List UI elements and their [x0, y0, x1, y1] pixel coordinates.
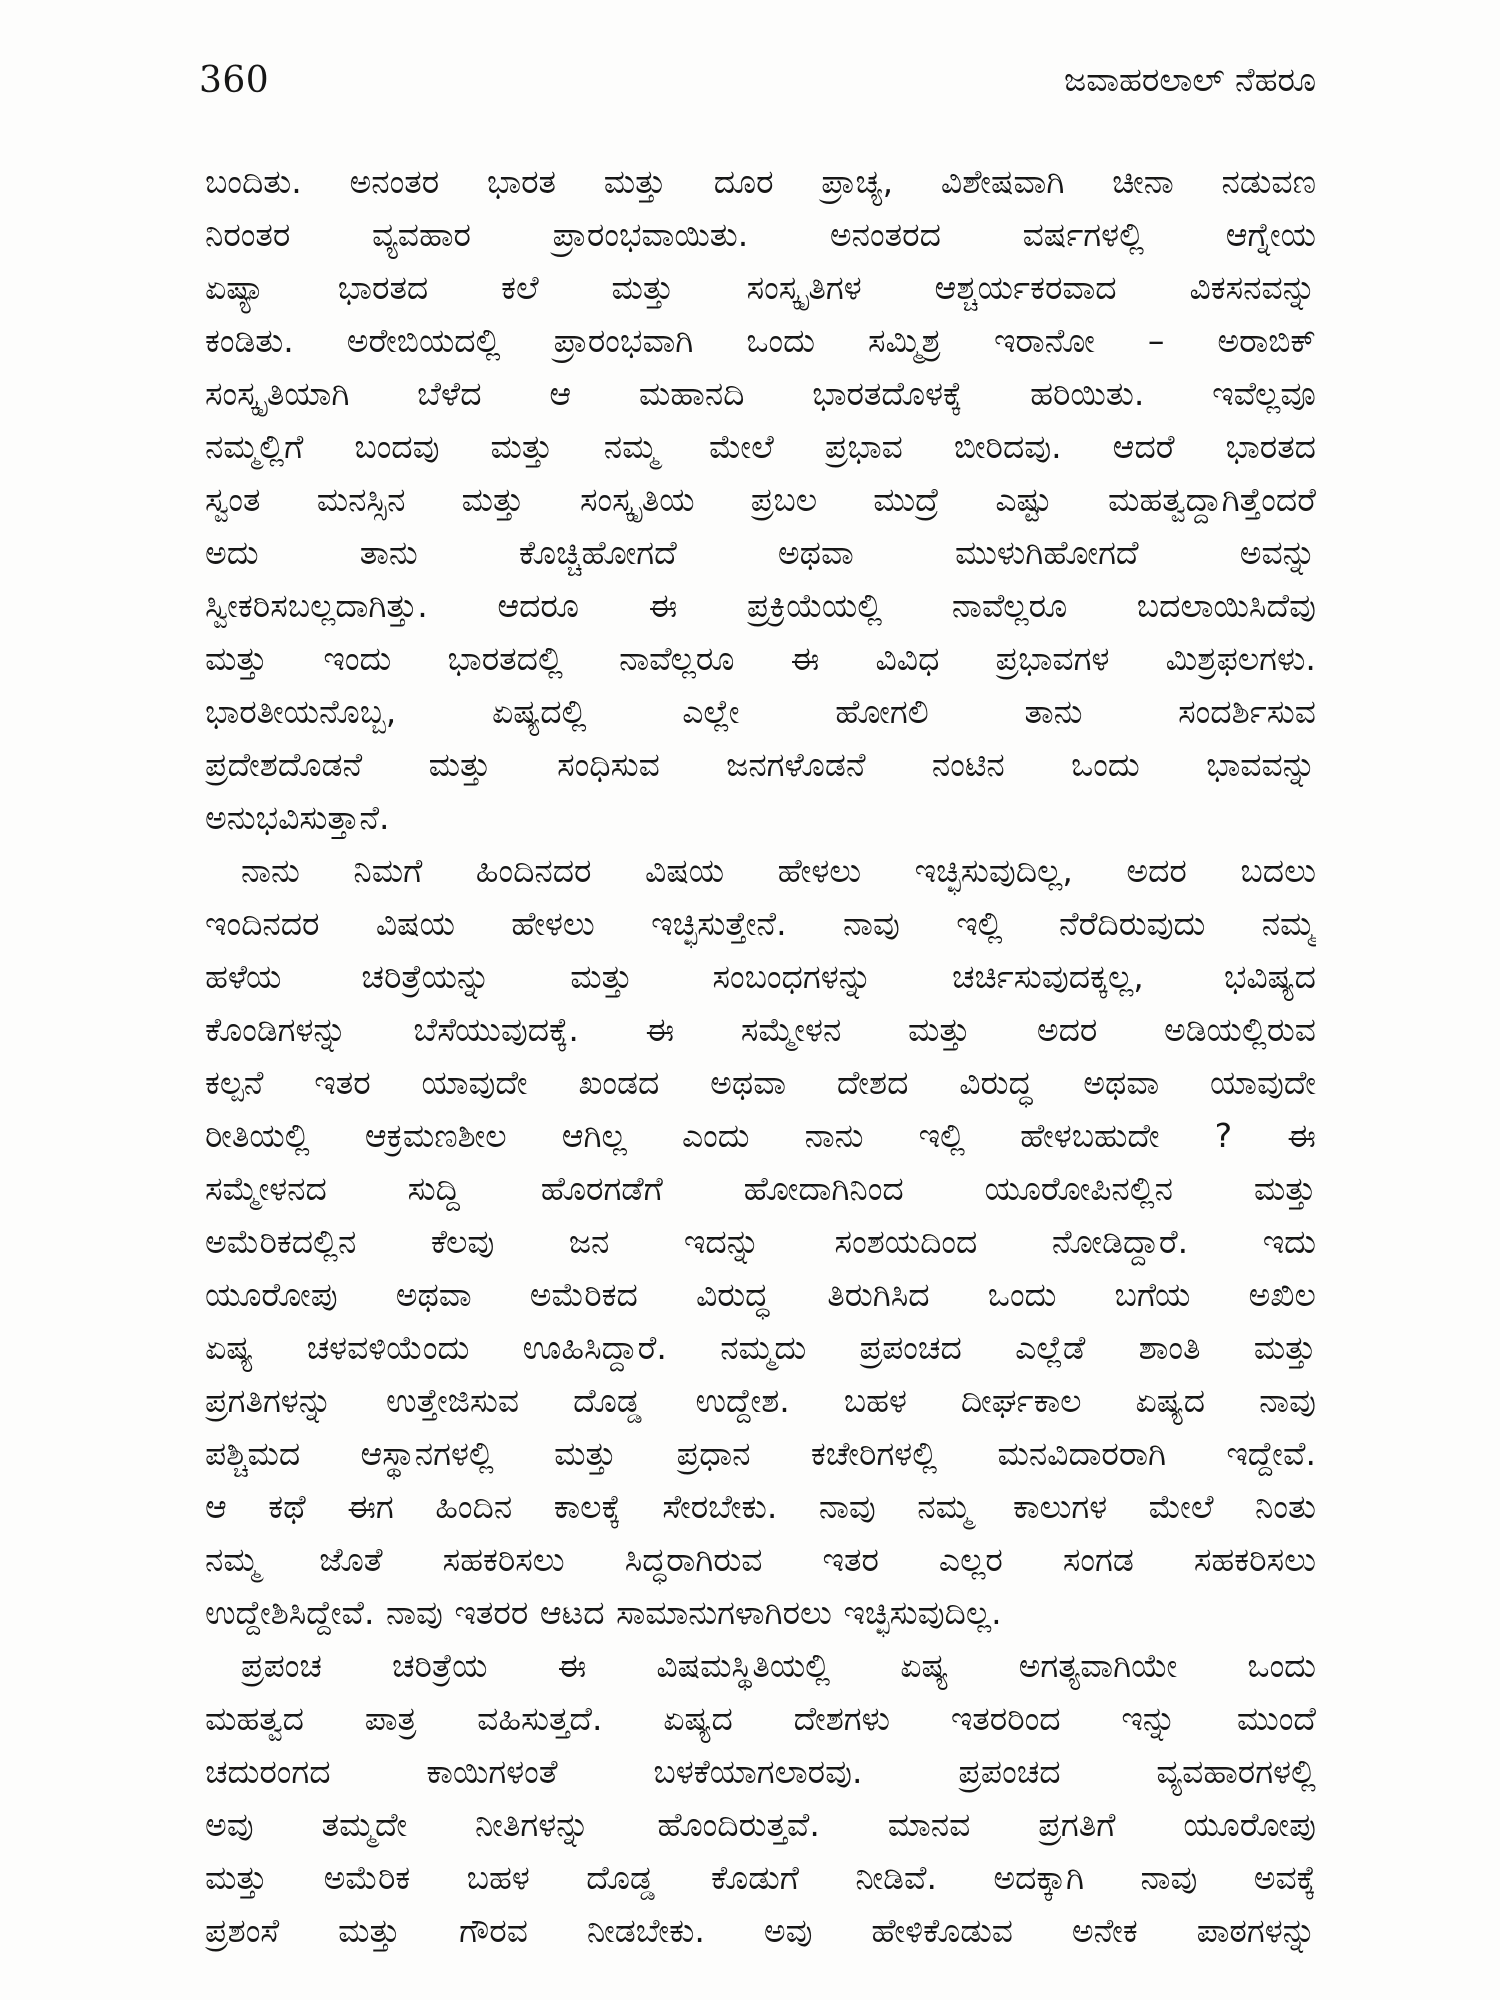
word: ಪಾಠಗಳನ್ನು	[1196, 1911, 1316, 1950]
text-line	[205, 579, 1316, 632]
word: ನಾವು	[1259, 1381, 1316, 1420]
word: ಏಷ್ಯ	[205, 1328, 254, 1367]
word: ನೆರೆದಿರುವುದು	[1058, 904, 1206, 943]
text-line	[205, 1268, 1316, 1321]
text-line	[205, 844, 1316, 897]
word: ಬಂದವು	[354, 427, 440, 466]
text-line	[205, 1639, 1316, 1692]
word: ಒಂದು	[987, 1275, 1057, 1314]
word: ಚದುರಂಗದ	[205, 1752, 331, 1791]
word: ತಿರುಗಿಸಿದ	[827, 1275, 930, 1314]
word: ಕೆಲವು	[430, 1222, 495, 1261]
word: ಜೊತೆ	[319, 1540, 383, 1579]
word: ಭಾರತ	[486, 162, 557, 201]
word: ನಮ್ಮಲ್ಲಿಗೆ	[205, 427, 304, 466]
text-line	[205, 261, 1316, 314]
word: ತಾನು	[1024, 692, 1083, 731]
word: ಮತ್ತು	[570, 957, 633, 996]
word: ಆಕ್ರಮಣಶೀಲ	[364, 1116, 507, 1155]
page-number: 360	[199, 59, 270, 101]
page-header	[199, 52, 1316, 108]
word: ಮಹತ್ವದ	[205, 1699, 304, 1738]
word: ಹಿಂದಿನದರ	[475, 851, 592, 890]
word: ನಾವು	[818, 1487, 876, 1526]
word: ಮತ್ತು	[461, 480, 524, 519]
word: ಅದರ	[1126, 851, 1187, 890]
word: ಕಾಲಕ್ಕೆ	[553, 1487, 621, 1526]
text-line	[205, 897, 1316, 950]
word: ಅವಕ್ಕೆ	[1253, 1858, 1316, 1897]
word: ವಿಷಯ	[645, 851, 725, 890]
word: ಸ್ವಂತ	[205, 480, 261, 519]
word: ದೂರ	[713, 162, 774, 201]
text-line	[205, 1109, 1316, 1162]
word: ಮತ್ತು	[907, 1010, 971, 1049]
word: ಸುದ್ದಿ	[407, 1169, 460, 1208]
word: ಪ್ರಾರಂಭವಾಗಿ	[553, 321, 694, 360]
word: ಇನ್ನು	[1121, 1699, 1177, 1738]
word: ಒಂದು	[1071, 745, 1140, 784]
text-line	[205, 950, 1316, 1003]
word: ಕಲ್ಪನೆ	[205, 1063, 264, 1102]
word: ಶಾಂತಿ	[1138, 1328, 1201, 1367]
word: ಮೇಲೆ	[1148, 1487, 1214, 1526]
word: ಮುಂದೆ	[1236, 1699, 1316, 1738]
word: ವಿಶೇಷವಾಗಿ	[940, 162, 1065, 201]
word: ಸಂಸ್ಕೃತಿಗಳ	[746, 268, 862, 307]
word: ಇತರ	[314, 1063, 371, 1102]
word: ಕಾಲುಗಳ	[1012, 1487, 1108, 1526]
word: ಯೂರೋಪು	[1183, 1805, 1316, 1844]
word: ಎಷ್ಟು	[995, 480, 1052, 519]
word: ನಂಟಿನ	[931, 745, 1005, 784]
word: ಈ	[1287, 1116, 1316, 1155]
word: ಪ್ರಗತಿಗಳನ್ನು	[205, 1381, 333, 1420]
word: ಕೊಚ್ಚಿಹೋಗದೆ	[518, 533, 677, 572]
text-line	[205, 1003, 1316, 1056]
word: ಮತ್ತು	[554, 1434, 617, 1473]
word: ಯೂರೋಪು	[205, 1275, 338, 1314]
text-line	[205, 1427, 1316, 1480]
word: ಪ್ರಾಚ್ಯ,	[821, 162, 894, 201]
word: ?	[1214, 1116, 1233, 1155]
word: ಸಹಕರಿಸಲು	[442, 1540, 565, 1579]
word: ಅವು	[205, 1805, 254, 1844]
word: ಚರಿತ್ರೆಯನ್ನು	[361, 957, 491, 996]
word: ಚರ್ಚಿಸುವುದಕ್ಕಲ್ಲ,	[951, 957, 1144, 996]
word: ನಡುವಣ	[1221, 162, 1316, 201]
text-line	[205, 367, 1316, 420]
word: ಪ್ರಬಲ	[750, 480, 818, 519]
word: ನಮ್ಮ	[603, 427, 658, 466]
word: ಆಟದ	[539, 1593, 605, 1632]
word: ನಮ್ಮ	[205, 1540, 260, 1579]
word: ಯಾವುದೇ	[1209, 1063, 1316, 1102]
word: ನಮ್ಮ	[917, 1487, 972, 1526]
word: ಕಚೇರಿಗಳಲ್ಲಿ	[810, 1434, 938, 1473]
word: ಅನೇಕ	[1071, 1911, 1138, 1950]
word: ಇವೆಲ್ಲವೂ	[1212, 374, 1316, 413]
word: ಬೀರಿದವು.	[953, 427, 1062, 466]
word: ಕಲೆ	[501, 268, 539, 307]
word: ಪ್ರಕ್ರಿಯೆಯಲ್ಲಿ	[746, 586, 883, 625]
text-line	[205, 1533, 1316, 1586]
text-line	[205, 1586, 1316, 1639]
word: ಅಥವಾ	[710, 1063, 787, 1102]
text-line	[205, 791, 1316, 844]
word: ಪ್ರಭಾವ	[824, 427, 903, 466]
word: ಮಿಶ್ರಫಲಗಳು.	[1165, 639, 1316, 678]
word: ಸಂದರ್ಶಿಸುವ	[1178, 692, 1316, 731]
word: ಇಲ್ಲಿ	[956, 904, 1003, 943]
word: ಅದರ	[1036, 1010, 1098, 1049]
word: ಜನ	[568, 1222, 610, 1261]
word: ಮತ್ತು	[1253, 1169, 1316, 1208]
word: ಇಂದು	[323, 639, 392, 678]
text-line	[205, 420, 1316, 473]
word: ಸಹಕರಿಸಲು	[1193, 1540, 1316, 1579]
word: ಅನುಭವಿಸುತ್ತಾನೆ.	[205, 798, 390, 837]
word: ಆಶ್ಚರ್ಯಕರವಾದ	[934, 268, 1117, 307]
word: ಭಾರತದ	[337, 268, 429, 307]
word: ವಿರುದ್ಧ	[695, 1275, 770, 1314]
word: ಮತ್ತು	[490, 427, 553, 466]
word: ವರ್ಷಗಳಲ್ಲಿ	[1022, 215, 1145, 254]
text-line	[205, 685, 1316, 738]
word: ಅಥವಾ	[777, 533, 854, 572]
word: ದೇಶದ	[836, 1063, 909, 1102]
word: ಜನಗಳೊಡನೆ	[726, 745, 866, 784]
word: ಭಾರತೀಯನೊಬ್ಬ,	[205, 692, 397, 731]
word: ಮೇಲೆ	[708, 427, 774, 466]
word: ಸೇರಬೇಕು.	[662, 1487, 778, 1526]
word: ಏಷ್ಯದ	[663, 1699, 733, 1738]
word: ನಿಂತು	[1255, 1487, 1316, 1526]
text-line	[205, 1056, 1316, 1109]
word: ಅಥವಾ	[1083, 1063, 1160, 1102]
word: ಖಂಡದ	[578, 1063, 660, 1102]
word: ಅಗತ್ಯವಾಗಿಯೇ	[1018, 1646, 1178, 1685]
paragraph	[205, 155, 1316, 844]
word: ಪ್ರಾರಂಭವಾಯಿತು.	[552, 215, 749, 254]
word: ಕೊಂಡಿಗಳನ್ನು	[205, 1010, 347, 1049]
word: ಈಗ	[347, 1487, 394, 1526]
word: ಚರಿತ್ರೆಯ	[392, 1646, 488, 1685]
word: ಅಮೆರಿಕದ	[529, 1275, 638, 1314]
word: ಮತ್ತು	[338, 1911, 401, 1950]
word: ಚೀನಾ	[1112, 162, 1174, 201]
word: ಇದು	[1262, 1222, 1316, 1261]
text-line	[205, 1480, 1316, 1533]
word: ಮನವಿದಾರರಾಗಿ	[997, 1434, 1167, 1473]
word: ವಹಿಸುತ್ತದೆ.	[477, 1699, 603, 1738]
word: ಆಸ್ಥಾನಗಳಲ್ಲಿ	[360, 1434, 494, 1473]
word: ಇತರರಿಂದ	[950, 1699, 1061, 1738]
text-line	[205, 314, 1316, 367]
paragraph	[205, 844, 1316, 1639]
word: ಭವಿಷ್ಯದ	[1223, 957, 1316, 996]
word: ಬಳಕೆಯಾಗಲಾರವು.	[653, 1752, 863, 1791]
word: ಯಾವುದೇ	[421, 1063, 528, 1102]
word: ವಿಷಮಸ್ಥಿತಿಯಲ್ಲಿ	[656, 1646, 831, 1685]
word: ಈ	[790, 639, 820, 678]
word: ಎಲ್ಲೇ	[682, 692, 740, 731]
word: ಅದಕ್ಕಾಗಿ	[993, 1858, 1085, 1897]
word: ಪ್ರಪಂಚದ	[859, 1328, 962, 1367]
word: ಅವು	[763, 1911, 813, 1950]
text-line	[205, 473, 1316, 526]
word: ಸಾಮಾನುಗಳಾಗಿರಲು	[616, 1593, 832, 1632]
word: –	[1147, 321, 1165, 360]
word: ಮನಸ್ಸಿನ	[316, 480, 406, 519]
word: ಆ	[549, 374, 572, 413]
word: ಭಾರತದ	[1225, 427, 1316, 466]
word: ವಿವಿಧ	[875, 639, 940, 678]
word: ಇದ್ದೇವೆ.	[1226, 1434, 1316, 1473]
word: ನೀಡಬೇಕು.	[586, 1911, 705, 1950]
word: ಈ	[645, 1010, 675, 1049]
word: ಉದ್ದೇಶಿಸಿದ್ದೇವೆ.	[205, 1593, 375, 1632]
word: ಅರೇಬಿಯದಲ್ಲಿ	[346, 321, 501, 360]
word: ಹೋಗಲಿ	[835, 692, 929, 731]
word: ಗೌರವ	[459, 1911, 528, 1950]
word: ಪ್ರಧಾನ	[676, 1434, 751, 1473]
word: ಹೇಳಬಹುದೇ	[1020, 1116, 1160, 1155]
word: ನಾವೆಲ್ಲರೂ	[619, 639, 735, 678]
text-line	[205, 1692, 1316, 1745]
word: ಆಗಿಲ್ಲ	[561, 1116, 627, 1155]
word: ಪ್ರದೇಶದೊಡನೆ	[205, 745, 363, 784]
word: ಒಂದು	[1247, 1646, 1316, 1685]
word: ಕೊಡುಗೆ	[711, 1858, 799, 1897]
word: ಹೊಂದಿರುತ್ತವೆ.	[657, 1805, 820, 1844]
word: ಮತ್ತು	[428, 745, 491, 784]
word: ಇಚ್ಛಿಸುತ್ತೇನೆ.	[651, 904, 787, 943]
word: ಬದಲು	[1240, 851, 1316, 890]
word: ಹಳೆಯ	[205, 957, 282, 996]
word: ದೀರ್ಘಕಾಲ	[960, 1381, 1082, 1420]
word: ಸಂಸ್ಕೃತಿಯ	[579, 480, 695, 519]
word: ಕಥೆ	[268, 1487, 306, 1526]
word: ಸಂಶಯದಿಂದ	[834, 1222, 978, 1261]
word: ಉದ್ದೇಶ.	[695, 1381, 790, 1420]
word: ನೀಡಿವೆ.	[855, 1858, 937, 1897]
text-line	[205, 208, 1316, 261]
word: ಆ	[205, 1487, 227, 1526]
word: ರೀತಿಯಲ್ಲಿ	[205, 1116, 310, 1155]
word: ಮಾನವ	[887, 1805, 971, 1844]
word: ಬಹಳ	[466, 1858, 530, 1897]
word: ಯೂರೋಪಿನಲ್ಲಿನ	[984, 1169, 1174, 1208]
word: ಮತ್ತು	[205, 639, 268, 678]
word: ಸ್ವೀಕರಿಸಬಲ್ಲದಾಗಿತ್ತು.	[205, 586, 428, 625]
paragraph	[205, 1639, 1316, 1957]
word: ಅಥವಾ	[395, 1275, 472, 1314]
word: ನಾನು	[241, 851, 300, 890]
word: ಅರಾಬಿಕ್	[1217, 321, 1316, 360]
word: ಹೇಳಿಕೊಡುವ	[871, 1911, 1013, 1950]
word: ಹರಿಯಿತು.	[1030, 374, 1145, 413]
running-title: ಜವಾಹರಲಾಲ್ ನೆಹರೂ	[1064, 60, 1316, 99]
word: ನಿರಂತರ	[205, 215, 291, 254]
word: ನಾವು	[842, 904, 900, 943]
word: ಪ್ರಗತಿಗೆ	[1038, 1805, 1116, 1844]
word: ಆಗ್ನೇಯ	[1225, 215, 1316, 254]
word: ಮತ್ತು	[1253, 1328, 1316, 1367]
word: ಏಷ್ಯ	[900, 1646, 949, 1685]
word: ಇಚ್ಛಿಸುವುದಿಲ್ಲ.	[843, 1593, 1002, 1632]
word: ನಾವು	[1140, 1858, 1198, 1897]
word: ಮಹತ್ವದ್ದಾಗಿತ್ತೆಂದರೆ	[1108, 480, 1316, 519]
word: ಬೆಳೆದ	[417, 374, 482, 413]
word: ಪ್ರಶಂಸೆ	[205, 1911, 280, 1950]
word: ಚಳವಳಿಯೆಂದು	[306, 1328, 470, 1367]
word: ಸಮ್ಮೇಳನ	[740, 1010, 842, 1049]
word: ಕಾಯಿಗಳಂತೆ	[426, 1752, 558, 1791]
word: ಇಚ್ಛಿಸುವುದಿಲ್ಲ,	[914, 851, 1073, 890]
text-line	[205, 1321, 1316, 1374]
word: ಈ	[648, 586, 678, 625]
word: ಕಂಡಿತು.	[205, 321, 294, 360]
word: ಆದರೂ	[497, 586, 579, 625]
text-line	[205, 1374, 1316, 1427]
word: ಭಾರತದಲ್ಲಿ	[447, 639, 563, 678]
word: ಅವನ್ನು	[1239, 533, 1316, 572]
text-line	[205, 1798, 1316, 1851]
word: ಮತ್ತು	[603, 162, 666, 201]
text-line	[205, 155, 1316, 208]
word: ನಾನು	[804, 1116, 864, 1155]
word: ಅದು	[205, 533, 259, 572]
word: ಮತ್ತು	[611, 268, 674, 307]
text-line	[205, 1215, 1316, 1268]
text-line	[205, 526, 1316, 579]
word: ಹೋದಾಗಿನಿಂದ	[743, 1169, 904, 1208]
word: ತಮ್ಮದೇ	[321, 1805, 408, 1844]
word: ದೊಡ್ಡ	[573, 1381, 642, 1420]
word: ಇತರರ	[454, 1593, 529, 1632]
word: ಅಡಿಯಲ್ಲಿರುವ	[1164, 1010, 1316, 1049]
word: ಅನಂತರ	[349, 162, 440, 201]
word: ಬಹಳ	[843, 1381, 907, 1420]
word: ಒಂದು	[746, 321, 815, 360]
word: ಸಮ್ಮೇಳನದ	[205, 1169, 327, 1208]
word: ಏಷ್ಯದ	[1135, 1381, 1206, 1420]
word: ಹೇಳಲು	[511, 904, 595, 943]
word: ವಿರುದ್ಧ	[959, 1063, 1033, 1102]
word: ನಿಮಗೆ	[353, 851, 423, 890]
word: ದೇಶಗಳು	[793, 1699, 891, 1738]
word: ಮತ್ತು	[205, 1858, 268, 1897]
word: ಊಹಿಸಿದ್ದಾರೆ.	[522, 1328, 667, 1367]
word: ಪ್ರಪಂಚ	[241, 1646, 322, 1685]
word: ಸಂಗಡ	[1062, 1540, 1134, 1579]
word: ಹೇಳಲು	[777, 851, 862, 890]
text-line	[205, 1162, 1316, 1215]
word: ವ್ಯವಹಾರಗಳಲ್ಲಿ	[1156, 1752, 1316, 1791]
text-line	[205, 1851, 1316, 1904]
word: ಬಂದಿತು.	[205, 162, 302, 201]
word: ಸಿದ್ಧರಾಗಿರುವ	[624, 1540, 763, 1579]
word: ಮುದ್ರೆ	[873, 480, 940, 519]
word: ಎಂದು	[681, 1116, 750, 1155]
word: ಹೊರಗಡೆಗೆ	[540, 1169, 663, 1208]
word: ಸಂಸ್ಕೃತಿಯಾಗಿ	[205, 374, 350, 413]
word: ಇರಾನೋ	[994, 321, 1095, 360]
word: ಏಷ್ಯದಲ್ಲಿ	[491, 692, 587, 731]
page-body	[205, 155, 1316, 1957]
word: ವ್ಯವಹಾರ	[372, 215, 471, 254]
word: ನೋಡಿದ್ದಾರೆ.	[1051, 1222, 1189, 1261]
word: ಇತರ	[822, 1540, 879, 1579]
word: ವಿಷಯ	[375, 904, 455, 943]
word: ಪಾತ್ರ	[364, 1699, 417, 1738]
word: ಭಾವವನ್ನು	[1206, 745, 1316, 784]
word: ಅಮೆರಿಕದಲ್ಲಿನ	[205, 1222, 357, 1261]
word: ಆದರೆ	[1112, 427, 1175, 466]
word: ನಮ್ಮದು	[720, 1328, 807, 1367]
word: ಪ್ರಪಂಚದ	[958, 1752, 1061, 1791]
word: ನಾವು	[386, 1593, 443, 1632]
word: ಈ	[557, 1646, 587, 1685]
text-line	[205, 1904, 1316, 1957]
word: ದೊಡ್ಡ	[586, 1858, 655, 1897]
word: ಬದಲಾಯಿಸಿದೆವು	[1136, 586, 1316, 625]
word: ಭಾರತದೊಳಕ್ಕೆ	[812, 374, 963, 413]
text-line	[205, 1745, 1316, 1798]
text-line	[205, 632, 1316, 685]
word: ನೀತಿಗಳನ್ನು	[475, 1805, 590, 1844]
word: ಇಂದಿನದರ	[205, 904, 320, 943]
text-line	[205, 738, 1316, 791]
word: ಪ್ರಭಾವಗಳ	[995, 639, 1110, 678]
word: ಎಲ್ಲರ	[938, 1540, 1003, 1579]
word: ಅಖಿಲ	[1248, 1275, 1316, 1314]
word: ಮುಳುಗಿಹೋಗದೆ	[954, 533, 1139, 572]
word: ತಾನು	[359, 533, 418, 572]
word: ಬೆಸೆಯುವುದಕ್ಕೆ.	[413, 1010, 579, 1049]
word: ಹಿಂದಿನ	[435, 1487, 513, 1526]
word: ಎಲ್ಲೆಡೆ	[1015, 1328, 1086, 1367]
word: ಸಮ್ಮಿಶ್ರ	[868, 321, 942, 360]
word: ನಾವೆಲ್ಲರೂ	[951, 586, 1068, 625]
word: ಬಗೆಯ	[1114, 1275, 1191, 1314]
word: ಅನಂತರದ	[829, 215, 941, 254]
word: ಇದನ್ನು	[683, 1222, 760, 1261]
word: ಇಲ್ಲಿ	[918, 1116, 965, 1155]
word: ವಿಕಸನವನ್ನು	[1189, 268, 1316, 307]
word: ಪಶ್ಚಿಮದ	[205, 1434, 301, 1473]
word: ಸಂಬಂಧಗಳನ್ನು	[712, 957, 872, 996]
word: ನಮ್ಮ	[1261, 904, 1316, 943]
word: ಮಹಾನದಿ	[638, 374, 745, 413]
word: ಉತ್ತೇಜಿಸುವ	[386, 1381, 520, 1420]
word: ಸಂಧಿಸುವ	[557, 745, 660, 784]
word: ಅಮೆರಿಕ	[323, 1858, 411, 1897]
word: ಏಷ್ಯಾ	[205, 268, 265, 307]
